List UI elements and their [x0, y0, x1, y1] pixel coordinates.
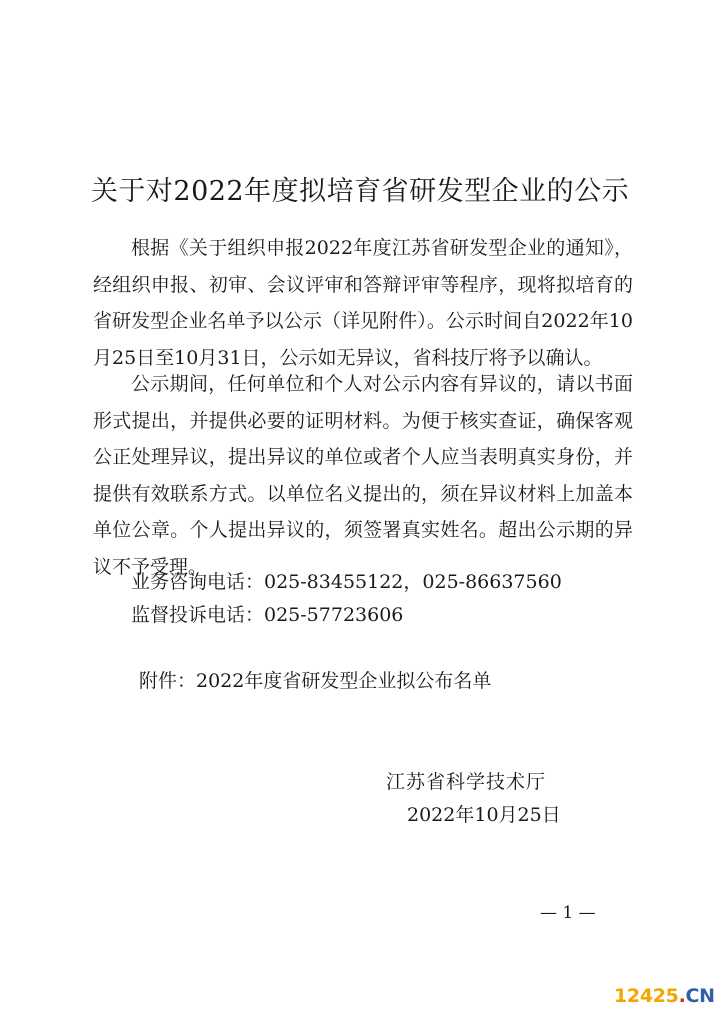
watermark-number: 12425 [614, 985, 679, 1007]
document-title: 关于对2022年度拟培育省研发型企业的公示 [90, 176, 630, 207]
business-consult-phone: 业务咨询电话：025-83455122，025-86637560 [131, 571, 562, 593]
issue-date: 2022年10月25日 [407, 804, 561, 826]
page-number: — 1 — [540, 903, 596, 923]
watermark-suffix: CN [685, 985, 715, 1007]
watermark-dot: . [678, 985, 686, 1007]
paragraph-objection-text: 公示期间，任何单位和个人对公示内容有异议的，请以书面形式提出，并提供必要的证明材料。为便于核实查证，确保客观公正处理异议，提出异议的单位或者个人应当表明真实身份，并提供有效联系方式。以单位名义提出的，须在异议材料上加盖本单位公章。个人提出异议的，须签署真实姓名。超出公示期的异议不予受理。 [93, 373, 633, 578]
paragraph-notice [93, 230, 633, 376]
paragraph-notice-text: 根据《关于组织申报2022年度江苏省研发型企业的通知》，经组织申报、初审、会议评审和答辩评审等程序，现将拟培育的省研发型企业名单予以公示（详见附件）。公示时间自2022年10月25日至10月31日，公示如无异议，省科技厅将予以确认。 [93, 237, 633, 369]
attachment-line: 附件：2022年度省研发型企业拟公布名单 [139, 670, 492, 692]
site-watermark-logo [614, 984, 715, 1008]
complaint-phone: 监督投诉电话：025-57723606 [131, 604, 404, 626]
issuer-name: 江苏省科学技术厅 [386, 771, 547, 793]
paragraph-objection [93, 366, 633, 585]
